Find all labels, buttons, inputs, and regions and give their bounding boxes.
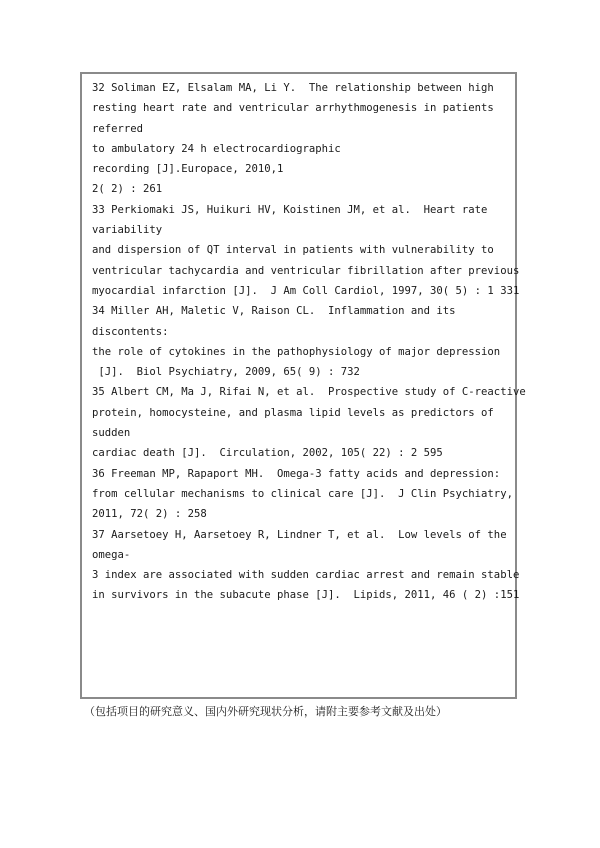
reference-line: 2011, 72( 2) : 258	[92, 508, 207, 521]
reference-line: discontents:	[92, 325, 169, 338]
reference-line: resting heart rate and ventricular arrhythmogenesis in patients	[92, 102, 494, 115]
reference-line: 3 index are associated with sudden cardiac arrest and remain stable	[92, 569, 520, 582]
reference-line: myocardial infarction [J]. J Am Coll Cardiol, 1997, 30( 5) : 1 331	[92, 284, 520, 297]
reference-line: 2( 2) : 261	[92, 183, 163, 196]
reference-line: 33 Perkiomaki JS, Huikuri HV, Koistinen JM, et al. Heart rate	[92, 203, 488, 216]
reference-line: to ambulatory 24 h electrocardiographic	[92, 142, 341, 155]
reference-line: recording [J].Europace, 2010,1	[92, 163, 284, 176]
reference-line: the role of cytokines in the pathophysiology of major depression	[92, 345, 501, 358]
form-caption: （包括项目的研究意义、国内外研究现状分析，请附主要参考文献及出处）	[84, 705, 447, 718]
reference-list	[92, 78, 526, 606]
reference-line: ventricular tachycardia and ventricular fibrillation after previous	[92, 264, 520, 277]
reference-line: [J]. Biol Psychiatry, 2009, 65( 9) : 732	[92, 366, 360, 379]
reference-line: and dispersion of QT interval in patients with vulnerability to	[92, 244, 494, 257]
reference-line: omega-	[92, 548, 131, 561]
reference-line: cardiac death [J]. Circulation, 2002, 105( 22) : 2 595	[92, 447, 443, 460]
reference-line: 35 Albert CM, Ma J, Rifai N, et al. Prospective study of C-reactive	[92, 386, 526, 399]
reference-line: 32 Soliman EZ, Elsalam MA, Li Y. The relationship between high	[92, 82, 494, 94]
reference-line: from cellular mechanisms to clinical care [J]. J Clin Psychiatry,	[92, 487, 513, 500]
reference-line: 36 Freeman MP, Rapaport MH. Omega-3 fatty acids and depression:	[92, 467, 501, 480]
reference-line: referred	[92, 122, 144, 135]
reference-line: 37 Aarsetoey H, Aarsetoey R, Lindner T, et al. Low levels of the	[92, 528, 507, 541]
reference-line: protein, homocysteine, and plasma lipid levels as predictors of	[92, 406, 494, 419]
reference-line: variability	[92, 224, 163, 237]
reference-line: in survivors in the subacute phase [J]. Lipids, 2011, 46 ( 2) :151	[92, 589, 520, 602]
reference-line: 34 Miller AH, Maletic V, Raison CL. Inflammation and its	[92, 305, 456, 318]
reference-line: sudden	[92, 427, 131, 440]
